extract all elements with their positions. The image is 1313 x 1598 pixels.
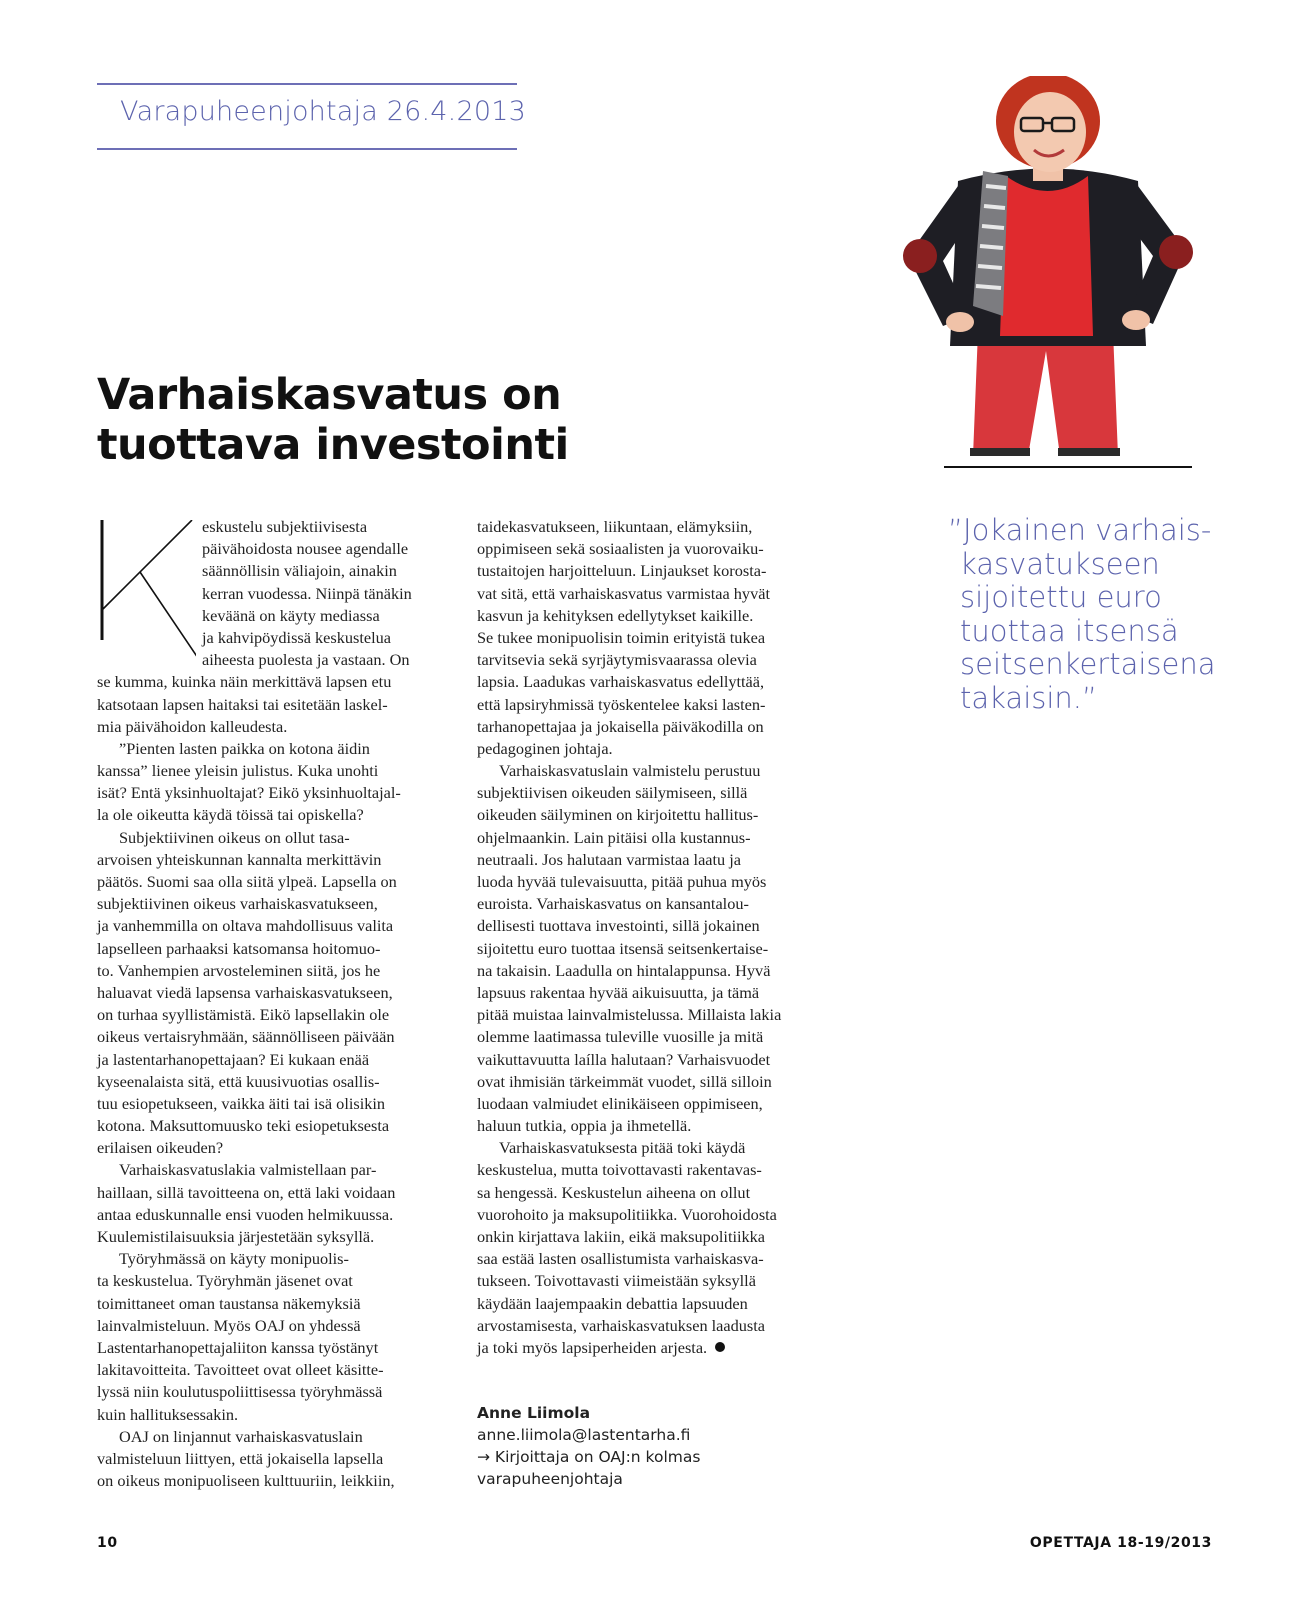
text-line: oikeus vertaisryhmään, säännölliseen päivään: [97, 1027, 395, 1047]
text-line: lainvalmisteluun. Myös OAJ on yhdessä: [97, 1315, 361, 1335]
text-line: ja lastentarhanopettajaan? Ei kukaan enää: [97, 1049, 370, 1069]
text-line: kanssa” lienee yleisin julistus. Kuka unohti: [97, 761, 379, 781]
text-line: antaa eduskunnalle ensi vuoden helmikuussa.: [97, 1204, 394, 1224]
text-line: taidekasvatukseen, liikuntaan, elämyksiin,: [477, 517, 753, 536]
text-line: luodaan valmiudet elinikäiseen oppimiseen,: [477, 1093, 763, 1113]
text-line: luoda hyvää tulevaisuutta, pitää puhua myös: [477, 872, 767, 891]
text-line: olemme laatimassa tuleville vuosille ja mitä: [477, 1027, 764, 1047]
text-line: vuorohoito ja maksupolitiikka. Vuorohoidosta: [477, 1204, 777, 1224]
page-number: 10: [97, 1535, 118, 1551]
article-column-1: [97, 516, 447, 1492]
pull-quote-line: tuottaa itsensä: [960, 613, 1179, 648]
pull-quote-line: takaisin.”: [960, 680, 1098, 715]
text-line: ta keskustelua. Työryhmän jäsenet ovat: [97, 1271, 353, 1291]
headline-line-2: tuottava investointi: [97, 420, 569, 470]
text-line: kasvun ja kehityksen edellytykset kaikille.: [477, 605, 754, 625]
text-line: Lastentarhanopettajaliiton kanssa työstänyt: [97, 1337, 379, 1357]
text-line: euroista. Varhaiskasvatus on kansantalou-: [477, 894, 749, 914]
text-line: katsotaan lapsen haitaksi tai esitetään laskel-: [97, 694, 388, 714]
author-role-line-2: varapuheenjohtaja: [477, 1470, 623, 1488]
text-line: eskustelu subjektiivisesta: [202, 517, 368, 536]
text-line: tukseen. Toivottavasti viimeistään syksyllä: [477, 1271, 756, 1291]
text-line: haluun tutkia, oppia ja ihmetellä.: [477, 1116, 692, 1136]
text-line: lapselleen parhaaksi katsomansa hoitomuo-: [97, 938, 381, 958]
text-line: lyssä niin koulutuspoliittisessa työryhmässä: [97, 1382, 383, 1402]
text-line: toimittaneet oman taustansa näkemyksiä: [97, 1293, 361, 1313]
text-line: dellisesti tuottava investointi, sillä jokainen: [477, 916, 760, 936]
text-line: la ole oikeutta käydä töissä tai opiskella?: [97, 805, 364, 825]
text-line: OAJ on linjannut varhaiskasvatuslain: [119, 1426, 363, 1446]
text-line: lapsuus rakentaa hyvää aikuisuutta, ja tämä: [477, 982, 760, 1002]
text-line: ovat ihmisiän tärkeimmät vuodet, sillä silloin: [477, 1071, 772, 1091]
author-role-line-1: → Kirjoittaja on OAJ:n kolmas: [477, 1448, 701, 1466]
text-line: Varhaiskasvatuksesta pitää toki käydä: [499, 1138, 746, 1158]
text-line: ja toki myös lapsiperheiden arjesta.: [477, 1337, 837, 1359]
text-line: Varhaiskasvatuslakia valmistellaan par-: [119, 1160, 377, 1180]
text-line: Työryhmässä on käyty monipuolis-: [119, 1249, 349, 1269]
author-photo: [888, 76, 1208, 466]
text-line: ja vanhemmilla on oltava mahdollisuus valita: [97, 916, 394, 936]
text-line: arvostamisesta, varhaiskasvatuksen laadusta: [477, 1315, 765, 1335]
text-line: se kumma, kuinka näin merkittävä lapsen etu: [97, 672, 392, 692]
text-line: sijoitettu euro tuottaa itsensä seitsenkertaise-: [477, 938, 769, 958]
text-line: että lapsiryhmissä työskentelee kaksi lasten-: [477, 694, 766, 714]
text-line: onkin kirjattava lakiin, eikä maksupolitiikka: [477, 1227, 766, 1246]
text-line: Kuulemistilaisuuksia järjestetään syksyllä.: [97, 1227, 375, 1246]
text-line: mia päivähoidon kalleudesta.: [97, 716, 288, 736]
text-line: Varhaiskasvatuslain valmistelu perustuu: [499, 761, 761, 781]
text-line: lakitavoitteita. Tavoitteet ovat olleet käsitte-: [97, 1360, 384, 1380]
text-line: arvoisen yhteiskunnan kannalta merkittävin: [97, 849, 382, 869]
text-line: na takaisin. Laadulla on hintalappunsa. Hyvä: [477, 960, 771, 980]
kicker-rule-top: [97, 83, 517, 85]
text-line: isät? Entä yksinhuoltajat? Eikö yksinhuoltajal-: [97, 783, 401, 803]
text-line: to. Vanhempien arvosteleminen siitä, jos he: [97, 960, 381, 980]
text-line: käydään laajempaakin debattia lapsuuden: [477, 1293, 748, 1313]
pull-quote-line: kasvatukseen: [960, 546, 1160, 581]
section-kicker: Varapuheenjohtaja 26.4.2013: [120, 96, 526, 127]
text-line: oppimiseen sekä sosiaalisten ja vuorovaiku-: [477, 539, 764, 559]
article-column-2: [477, 516, 837, 1359]
text-line: erilaisen oikeuden?: [97, 1138, 224, 1158]
pull-quote-line: sijoitettu euro: [960, 580, 1162, 614]
publication-issue: OPETTAJA 18-19/2013: [1029, 1535, 1212, 1551]
text-line: kyseenalaista sitä, että kuusivuotias osallis-: [97, 1071, 380, 1091]
text-line: tarvitsevia sekä syrjäytymisvaarassa olevia: [477, 650, 757, 670]
text-line: haluavat viedä lapsensa varhaiskasvatukseen,: [97, 982, 393, 1002]
author-name: Anne Liimola: [477, 1404, 591, 1422]
text-line: ohjelmaankin. Lain pitäisi olla kustannus-: [477, 827, 751, 847]
end-bullet-icon: [715, 1342, 725, 1352]
kicker-rule-bottom: [97, 148, 517, 150]
article-headline: [97, 370, 617, 470]
text-line: Se tukee monipuolisin toimin erityistä tukea: [477, 627, 766, 647]
text-line: vaikuttavuutta laílla halutaan? Varhaisvuodet: [477, 1049, 771, 1069]
text-line: lapsia. Laadukas varhaiskasvatus edellyttää,: [477, 672, 765, 692]
text-line: ja kahvipöydissä keskustelua: [202, 627, 392, 647]
pull-quote: [948, 514, 1288, 715]
text-line: keväänä on käyty mediassa: [202, 605, 380, 625]
author-email[interactable]: anne.liimola@lastentarha.fi: [477, 1426, 691, 1444]
text-line: valmisteluun liittyen, että jokaisella lapsella: [97, 1448, 384, 1468]
text-line: on turhaa syyllistämistä. Eikö lapsellakin ole: [97, 1005, 390, 1025]
text-line: Subjektiivinen oikeus on ollut tasa-: [119, 827, 350, 847]
text-line: haillaan, sillä tavoitteena on, että laki voidaan: [97, 1182, 396, 1202]
pull-quote-line: seitsenkertaisena: [960, 647, 1216, 681]
text-line: kotona. Maksuttomuusko teki esiopetuksesta: [97, 1116, 390, 1136]
photo-baseline-rule: [944, 466, 1192, 468]
text-line: tuu esiopetukseen, vaikka äiti tai isä olisikin: [97, 1093, 386, 1113]
text-line: säännöllisin väliajoin, ainakin: [202, 561, 397, 581]
text-line: saa estää lasten osallistumista varhaiskasva-: [477, 1249, 764, 1269]
text-line: vat sitä, että varhaiskasvatus varmistaa hyvät: [477, 583, 770, 603]
text-line: keskustelua, mutta toivottavasti rakentavas-: [477, 1160, 762, 1180]
author-block: [477, 1402, 700, 1490]
text-line: kuin hallituksessakin.: [97, 1404, 239, 1424]
text-line: ”Pienten lasten paikka on kotona äidin: [119, 738, 370, 758]
text-line: oikeuden säilyminen on kirjoitettu hallitus-: [477, 805, 759, 825]
text-line: subjektiivisen oikeuden säilymiseen, sillä: [477, 783, 748, 803]
text-line: päivähoidosta nousee agendalle: [202, 539, 409, 559]
text-line: subjektiivinen oikeus varhaiskasvatukseen,: [97, 894, 378, 914]
text-line: on oikeus monipuoliseen kulttuuriin, leikkiin,: [97, 1471, 395, 1491]
text-line: neutraali. Jos halutaan varmistaa laatu ja: [477, 849, 742, 869]
text-line: aiheesta puolesta ja vastaan. On: [202, 650, 410, 670]
text-line: pitää muistaa lainvalmistelussa. Millaista lakia: [477, 1005, 782, 1025]
text-line: tarhanopettajaa ja jokaisella päiväkodilla on: [477, 716, 764, 736]
text-line: päätös. Suomi saa olla siitä ylpeä. Lapsella on: [97, 872, 397, 891]
text-line: tustaitojen harjoitteluun. Linjaukset korosta-: [477, 561, 767, 581]
text-line: kerran vuodessa. Niinpä tänäkin: [202, 583, 412, 603]
headline-line-1: Varhaiskasvatus on: [97, 370, 562, 420]
text-line: sa hengessä. Keskustelun aiheena on ollut: [477, 1182, 751, 1202]
text-line: pedagoginen johtaja.: [477, 738, 613, 758]
pull-quote-line: ”Jokainen varhais-: [948, 513, 1212, 547]
